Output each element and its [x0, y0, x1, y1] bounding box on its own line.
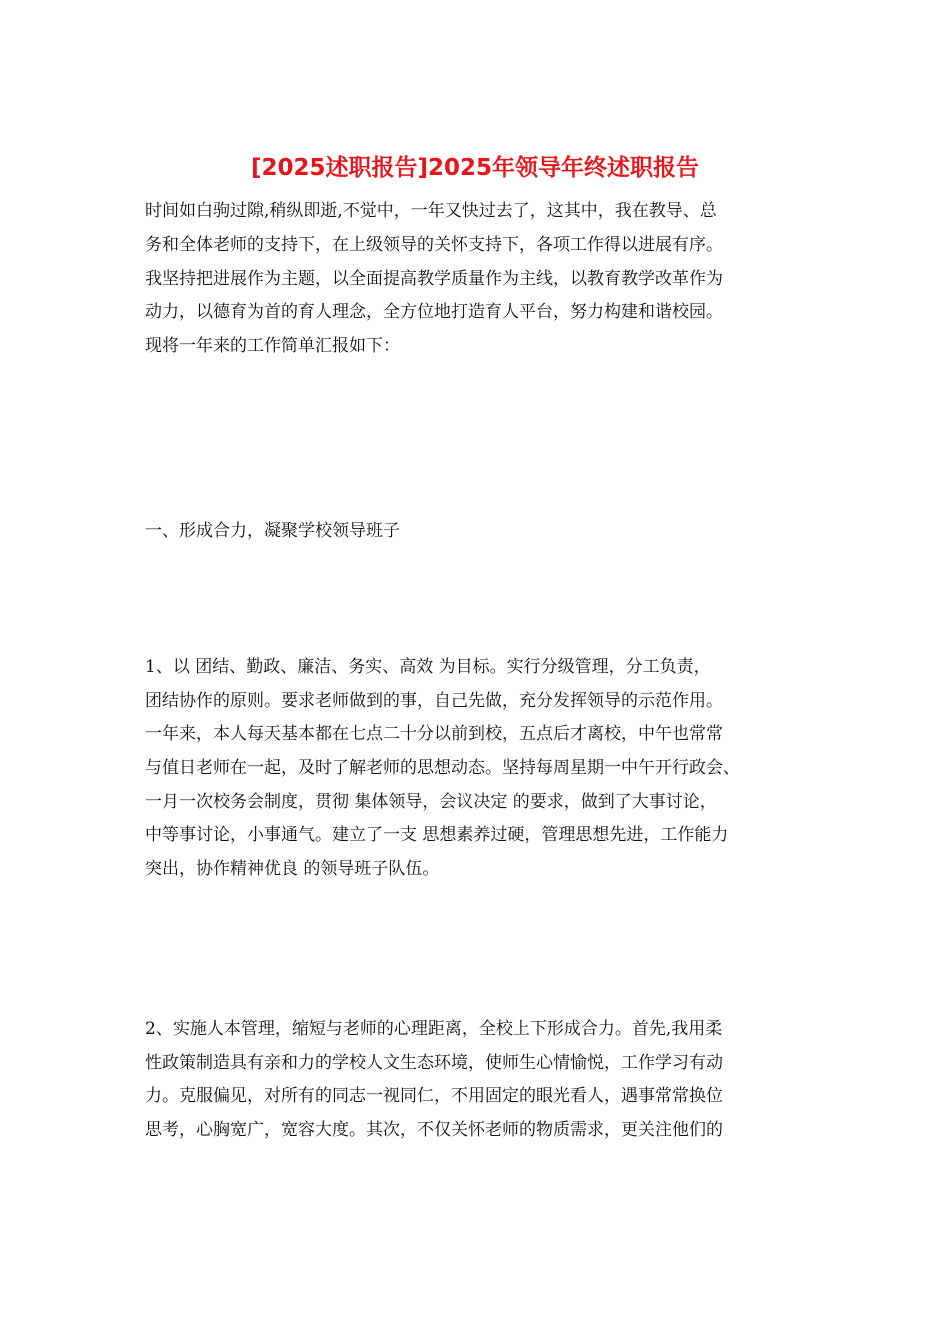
para1-line-1: 1、以 团结、勤政、廉洁、务实、高效 为目标。实行分级管理，分工负责，: [145, 657, 711, 677]
para2-line-3: 力。克服偏见，对所有的同志一视同仁，不用固定的眼光看人，遇事常常换位: [145, 1086, 723, 1106]
document-title: [2025述职报告]2025年领导年终述职报告: [250, 155, 700, 181]
para2-line-2: 性政策制造具有亲和力的学校人文生态环境，使师生心情愉悦，工作学习有动: [145, 1053, 723, 1073]
intro-line-5: 现将一年来的工作简单汇报如下：: [145, 336, 400, 356]
intro-line-2: 务和全体老师的支持下，在上级领导的关怀支持下，各项工作得以进展有序。: [145, 235, 723, 255]
para1-line-5: 一月一次校务会制度，贯彻 集体领导，会议决定 的要求，做到了大事讨论，: [145, 792, 717, 812]
para1-line-3: 一年来，本人每天基本都在七点二十分以前到校，五点后才离校，中午也常常: [145, 724, 723, 744]
para1-line-6: 中等事讨论，小事通气。建立了一支 思想素养过硬，管理思想先进，工作能力: [145, 825, 729, 845]
para1-line-4: 与值日老师在一起，及时了解老师的思想动态。坚持每周星期一中午开行政会、: [145, 758, 740, 778]
intro-line-4: 动力，以德育为首的育人理念，全方位地打造育人平台，努力构建和谐校园。: [145, 302, 723, 322]
intro-line-1: 时间如白驹过隙,稍纵即逝,不觉中，一年又快过去了，这其中，我在教导、总: [145, 201, 717, 221]
para2-line-4: 思考，心胸宽广，宽容大度。其次，不仅关怀老师的物质需求，更关注他们的: [145, 1120, 723, 1140]
intro-line-3: 我坚持把进展作为主题，以全面提高教学质量作为主线，以教育教学改革作为: [145, 269, 723, 289]
para2-line-1: 2、实施人本管理，缩短与老师的心理距离，全校上下形成合力。首先,我用柔: [145, 1019, 723, 1039]
para1-line-7: 突出，协作精神优良 的领导班子队伍。: [145, 859, 440, 879]
section-heading: 一、形成合力，凝聚学校领导班子: [145, 521, 400, 541]
para1-line-2: 团结协作的原则。要求老师做到的事，自己先做，充分发挥领导的示范作用。: [145, 691, 723, 711]
